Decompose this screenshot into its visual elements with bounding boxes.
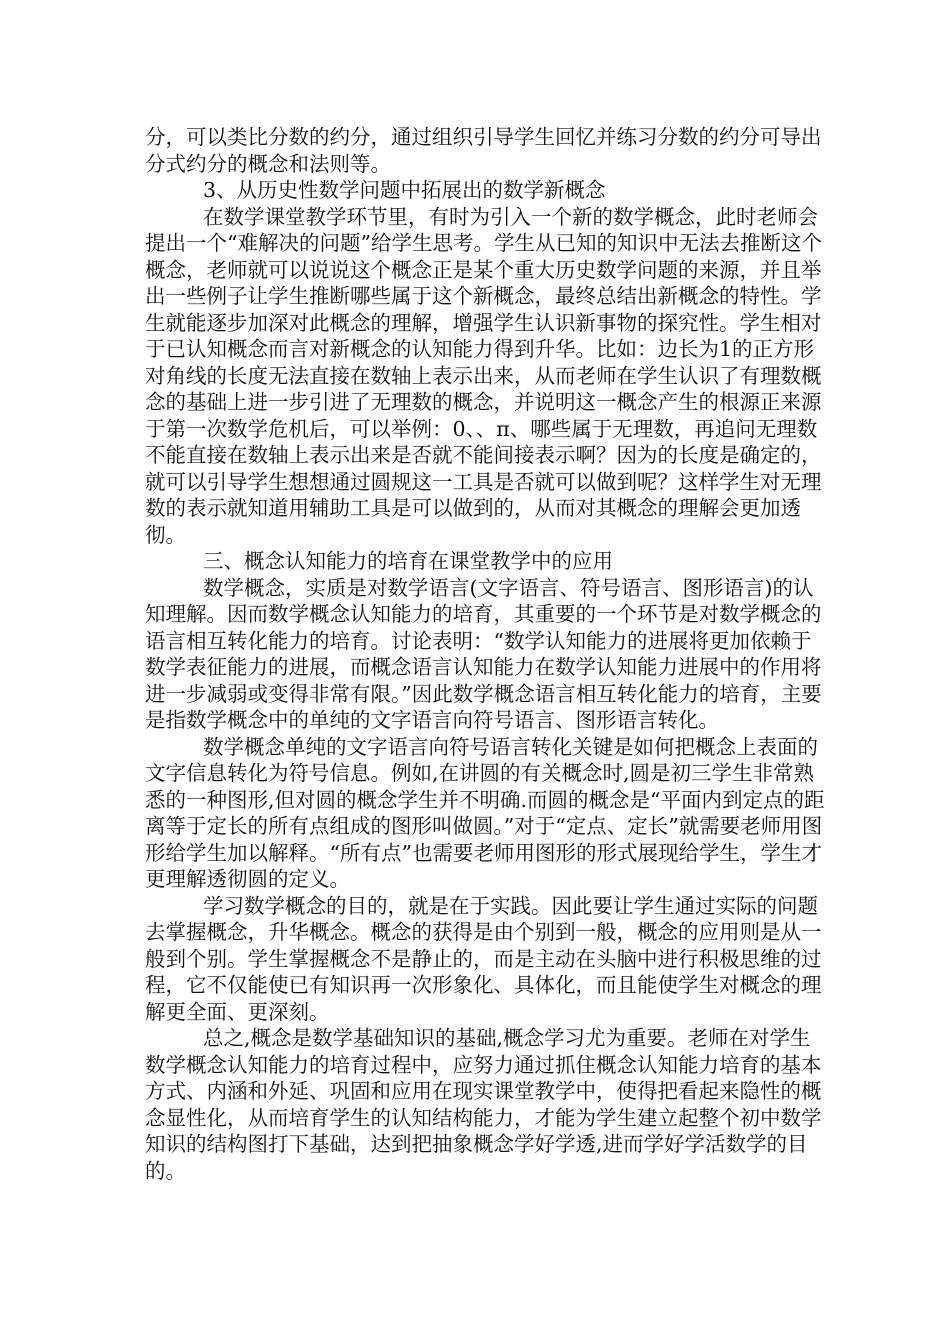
paragraph-historical-problems: 在数学课堂教学环节里，有时为引入一个新的数学概念，此时老师会提出一个“难解决的问题”给学生思考。学生从已知的知识中无法去推断这个概念，老师就可以说说这个概念正是某个重大历史数学问题的来源，并且举出一些例子让学生推断哪些属于这个新概念，最终总结出新概念的特性。学生就能逐步加深对此概念的理解，增强学生认识新事物的探究性。学生相对于已认知概念而言对新概念的认知能力得到升华。比如：边长为1的正方形对角线的长度无法直接在数轴上表示出来，从而老师在学生认识了有理数概念的基础上进一步引进了无理数的概念，并说明这一概念产生的根源正来源于第一次数学危机后，可以举例：0、、π、哪些属于无理数，再追问无理数不能直接在数轴上表示出来是否就不能间接表示啊？因为的长度是确定的，就可以引导学生想想通过圆规这一工具是否就可以做到呢？这样学生对无理数的表示就知道用辅助工具是可以做到的，从而对其概念的理解会更加透彻。	[145, 204, 822, 547]
paragraph-continuation: 分，可以类比分数的约分，通过组织引导学生回忆并练习分数的约分可导出分式约分的概念和法则等。	[145, 125, 822, 176]
section-heading-historical-concepts: 3、从历史性数学问题中拓展出的数学新概念	[203, 178, 606, 202]
paragraph-practice: 学习数学概念的目的，就是在于实践。因此要让学生通过实际的问题去掌握概念，升华概念。概念的获得是由个别到一般，概念的应用则是从一般到个别。学生掌握概念不是静止的，而是主动在头脑中进行积极思维的过程，它不仅能使已有知识再一次形象化、具体化，而且能使学生对概念的理解更全面、更深刻。	[145, 893, 822, 1024]
paragraph-language-conversion: 数学概念，实质是对数学语言(文字语言、符号语言、图形语言)的认知理解。因而数学概念认知能力的培育，其重要的一个环节是对数学概念的语言相互转化能力的培育。讨论表明：“数学认知能力的进展将更加依赖于数学表征能力的进展，而概念语言认知能力在数学认知能力进展中的作用将进一步减弱或变得非常有限。”因此数学概念语言相互转化能力的培育，主要是指数学概念中的单纯的文字语言向符号语言、图形语言转化。	[145, 575, 822, 732]
paragraph-circle-example: 数学概念单纯的文字语言向符号语言转化关键是如何把概念上表面的文字信息转化为符号信息。例如,在讲圆的有关概念时,圆是初三学生非常熟悉的一种图形,但对圆的概念学生并不明确.而圆的概念是“平面内到定点的距离等于定长的所有点组成的图形叫做圆。”对于“定点、定长”就需要老师用图形给学生加以解释。“所有点”也需要老师用图形的形式展现给学生，学生才更理解透彻圆的定义。	[145, 734, 825, 891]
paragraph-conclusion: 总之,概念是数学基础知识的基础,概念学习尤为重要。老师在对学生数学概念认知能力的培育过程中，应努力通过抓住概念认知能力培育的基本方式、内涵和外延、巩固和应用在现实课堂教学中，使得把看起来隐性的概念显性化，从而培育学生的认知结构能力，才能为学生建立起整个初中数学知识的结构图打下基础，达到把抽象概念学好学透,进而学好学活数学的目的。	[145, 1026, 822, 1183]
document-body	[145, 124, 825, 1184]
section-heading-classroom-application: 三、概念认知能力的培育在课堂教学中的应用	[203, 549, 613, 573]
